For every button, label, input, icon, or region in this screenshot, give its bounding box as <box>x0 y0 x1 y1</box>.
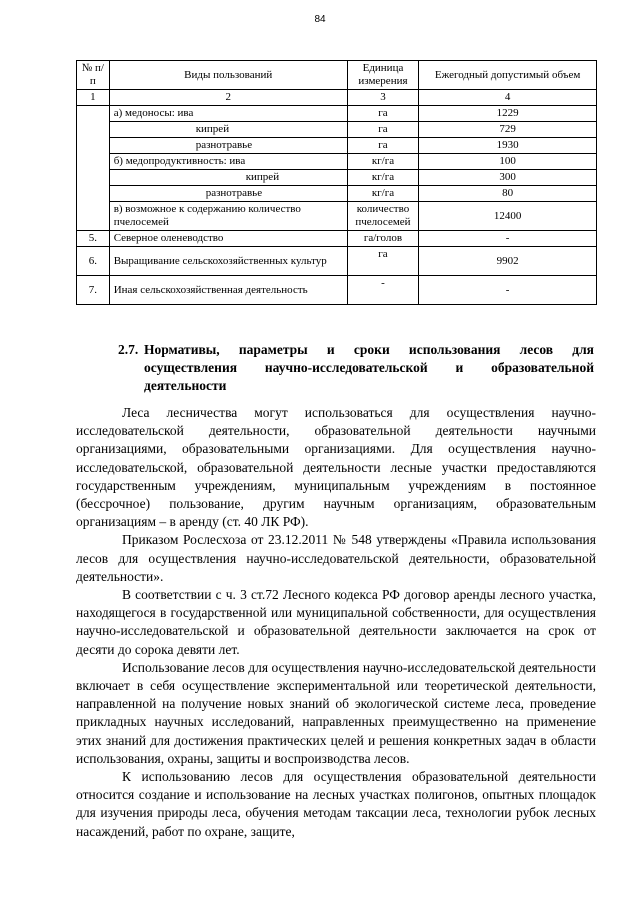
table-row <box>77 186 597 202</box>
row-unit: га/голов <box>347 231 419 247</box>
table-row <box>77 170 597 186</box>
col-number-1: 1 <box>77 90 110 106</box>
row-unit: кг/га <box>347 186 419 202</box>
header-number: № п/п <box>77 61 110 90</box>
row-unit: га <box>347 106 419 122</box>
row-value: 9902 <box>419 247 597 276</box>
section-heading <box>118 341 594 395</box>
row-name: б) медопродуктивность: ива <box>109 154 347 170</box>
table-row <box>77 122 597 138</box>
table-row <box>77 138 597 154</box>
row-unit: кг/га <box>347 170 419 186</box>
row-value: 1930 <box>419 138 597 154</box>
table-row <box>77 106 597 122</box>
body-text <box>76 404 596 841</box>
row-name: а) медоносы: ива <box>109 106 347 122</box>
row-number <box>77 106 110 231</box>
row-value: - <box>419 231 597 247</box>
usage-table <box>76 60 597 305</box>
row-name: кипрей <box>109 122 347 138</box>
table-row <box>77 247 597 276</box>
paragraph: К использованию лесов для осуществления образовательной деятельности относится создание и использование на лесных участках полигонов, опытных площадок для изучения природы леса, обучения методам таксации леса, технологии рубок лесных насаждений, работ по охране, защите, <box>76 769 596 839</box>
row-value: 729 <box>419 122 597 138</box>
row-unit: - <box>347 276 419 305</box>
page-number: 84 <box>314 14 326 25</box>
paragraph: Использование лесов для осуществления научно-исследовательской деятельности включает в себя осуществление экспериментальной или теоретической деятельности, направленной на получение новых знаний об экологической системе леса, проведение прикладных научных исследований, направленных преимущественно на применение этих знаний для достижения практических целей и решения конкретных задач в области использования, охраны, защиты и воспроизводства лесов. <box>76 659 596 766</box>
row-name: разнотравье <box>109 186 347 202</box>
header-annual-volume: Ежегодный допустимый объем <box>419 61 597 90</box>
row-name: разнотравье <box>109 138 347 154</box>
table-header-row <box>77 61 597 90</box>
row-value: 300 <box>419 170 597 186</box>
row-number: 5. <box>77 231 110 247</box>
row-number: 6. <box>77 247 110 276</box>
row-name: Иная сельскохозяйственная деятельность <box>109 276 347 305</box>
section-title: Нормативы, параметры и сроки использования лесов для осуществления научно-исследовательской и образовательной деятельности <box>144 342 594 393</box>
row-value: 1229 <box>419 106 597 122</box>
paragraph: В соответствии с ч. 3 ст.72 Лесного кодекса РФ договор аренды лесного участка, находящегося в государственной или муниципальной собственности, для осуществления научно-исследовательской и образовательной деятельности заключается на срок от десяти до сорока девяти лет. <box>76 587 596 657</box>
row-value: 80 <box>419 186 597 202</box>
row-name: Северное оленеводство <box>109 231 347 247</box>
row-unit: га <box>347 247 419 276</box>
row-value: 12400 <box>419 202 597 231</box>
table-row <box>77 231 597 247</box>
table-row <box>77 202 597 231</box>
row-value: 100 <box>419 154 597 170</box>
header-unit: Единица измерения <box>347 61 419 90</box>
row-unit: кг/га <box>347 154 419 170</box>
row-name: Выращивание сельскохозяйственных культур <box>109 247 347 276</box>
row-unit: га <box>347 122 419 138</box>
section-number: 2.7. <box>118 342 139 357</box>
table-row <box>77 154 597 170</box>
row-value: - <box>419 276 597 305</box>
col-number-3: 3 <box>347 90 419 106</box>
paragraph: Леса лесничества могут использоваться для осуществления научно-исследовательской деятельности, образовательной деятельности научными организациями, образовательными организациями. Для осуществления научно-исследовательской, образовательной деятельности лесные участки предоставляются государственным учреждениям, муниципальным учреждениям в постоянное (бессрочное) пользование, другим научным организациям, образовательным организациям – в аренду (ст. 40 ЛК РФ). <box>76 405 596 530</box>
row-number: 7. <box>77 276 110 305</box>
col-number-4: 4 <box>419 90 597 106</box>
header-usage-type: Виды пользований <box>109 61 347 90</box>
table-row <box>77 276 597 305</box>
column-number-row <box>77 90 597 106</box>
paragraph: Приказом Рослесхоза от 23.12.2011 № 548 утверждены «Правила использования лесов для осуществления научно-исследовательской деятельности, образовательной деятельности». <box>76 532 596 584</box>
row-name: кипрей <box>109 170 347 186</box>
row-unit: га <box>347 138 419 154</box>
row-name: в) возможное к содержанию количество пчелосемей <box>109 202 347 231</box>
row-unit: количество пчелосемей <box>347 202 419 231</box>
col-number-2: 2 <box>109 90 347 106</box>
